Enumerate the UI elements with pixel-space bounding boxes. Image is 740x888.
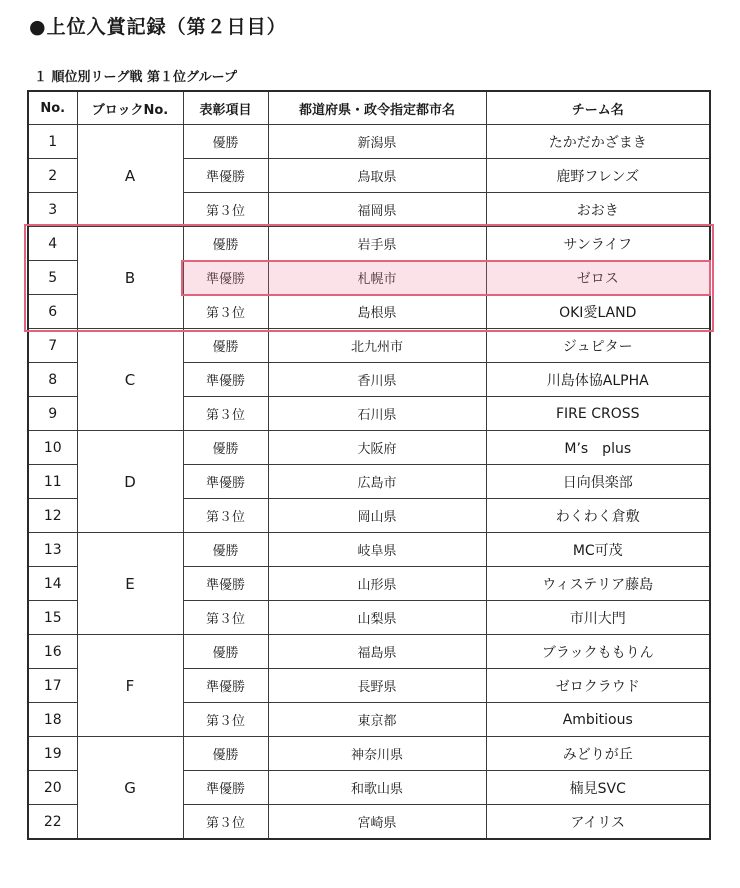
cell-award: 優勝 <box>183 533 268 567</box>
cell-team: FIRE CROSS <box>486 397 710 431</box>
header-prefecture: 都道府県・政令指定都市名 <box>268 91 486 125</box>
cell-team: MC可茂 <box>486 533 710 567</box>
cell-no: 16 <box>28 635 77 669</box>
table-row <box>28 329 710 363</box>
table-row <box>28 125 710 159</box>
cell-prefecture: 新潟県 <box>268 125 486 159</box>
cell-award: 準優勝 <box>183 567 268 601</box>
cell-prefecture: 山梨県 <box>268 601 486 635</box>
cell-team: 楠見SVC <box>486 771 710 805</box>
cell-no: 5 <box>28 261 77 295</box>
cell-no: 14 <box>28 567 77 601</box>
cell-no: 3 <box>28 193 77 227</box>
cell-block: E <box>77 533 183 635</box>
cell-award: 優勝 <box>183 227 268 261</box>
table-row <box>28 431 710 465</box>
section-title: １ 順位別リーグ戦 第１位グループ <box>34 70 238 85</box>
cell-team: ジュピター <box>486 329 710 363</box>
cell-no: 22 <box>28 805 77 840</box>
cell-no: 10 <box>28 431 77 465</box>
cell-block: A <box>77 125 183 227</box>
cell-block: D <box>77 431 183 533</box>
header-award: 表彰項目 <box>183 91 268 125</box>
header-no: No. <box>28 91 77 125</box>
cell-award: 優勝 <box>183 329 268 363</box>
cell-no: 8 <box>28 363 77 397</box>
cell-no: 13 <box>28 533 77 567</box>
cell-award: 第３位 <box>183 805 268 840</box>
table-body <box>28 125 710 840</box>
cell-block: G <box>77 737 183 840</box>
cell-team: 日向倶楽部 <box>486 465 710 499</box>
header-row <box>28 91 710 125</box>
cell-team: 市川大門 <box>486 601 710 635</box>
results-table <box>27 90 711 840</box>
cell-award: 準優勝 <box>183 363 268 397</box>
cell-prefecture: 神奈川県 <box>268 737 486 771</box>
cell-prefecture: 岩手県 <box>268 227 486 261</box>
cell-no: 9 <box>28 397 77 431</box>
cell-team: 川島体協ALPHA <box>486 363 710 397</box>
cell-award: 第３位 <box>183 499 268 533</box>
cell-prefecture: 大阪府 <box>268 431 486 465</box>
cell-team: Ambitious <box>486 703 710 737</box>
cell-prefecture: 札幌市 <box>268 261 486 295</box>
cell-prefecture: 北九州市 <box>268 329 486 363</box>
cell-prefecture: 鳥取県 <box>268 159 486 193</box>
cell-team: ブラックももりん <box>486 635 710 669</box>
cell-no: 15 <box>28 601 77 635</box>
table-row <box>28 737 710 771</box>
cell-prefecture: 宮崎県 <box>268 805 486 840</box>
cell-prefecture: 島根県 <box>268 295 486 329</box>
cell-prefecture: 山形県 <box>268 567 486 601</box>
cell-prefecture: 香川県 <box>268 363 486 397</box>
header-block: ブロックNo. <box>77 91 183 125</box>
cell-prefecture: 和歌山県 <box>268 771 486 805</box>
cell-team: サンライフ <box>486 227 710 261</box>
cell-prefecture: 石川県 <box>268 397 486 431</box>
cell-block: F <box>77 635 183 737</box>
cell-award: 準優勝 <box>183 465 268 499</box>
cell-team: たかだかざまき <box>486 125 710 159</box>
cell-prefecture: 岐阜県 <box>268 533 486 567</box>
cell-no: 19 <box>28 737 77 771</box>
cell-block: B <box>77 227 183 329</box>
cell-block: C <box>77 329 183 431</box>
cell-team: ゼロクラウド <box>486 669 710 703</box>
cell-no: 11 <box>28 465 77 499</box>
cell-prefecture: 福岡県 <box>268 193 486 227</box>
cell-prefecture: 岡山県 <box>268 499 486 533</box>
cell-no: 4 <box>28 227 77 261</box>
cell-award: 準優勝 <box>183 669 268 703</box>
cell-award: 準優勝 <box>183 261 268 295</box>
cell-award: 第３位 <box>183 601 268 635</box>
table-row <box>28 533 710 567</box>
cell-prefecture: 広島市 <box>268 465 486 499</box>
cell-no: 2 <box>28 159 77 193</box>
cell-award: 優勝 <box>183 635 268 669</box>
page-heading: ●上位入賞記録（第２日目） <box>29 16 287 38</box>
cell-no: 6 <box>28 295 77 329</box>
cell-team: ウィステリア藤島 <box>486 567 710 601</box>
cell-team: OKI愛LAND <box>486 295 710 329</box>
cell-award: 第３位 <box>183 193 268 227</box>
cell-no: 18 <box>28 703 77 737</box>
cell-award: 優勝 <box>183 737 268 771</box>
cell-award: 第３位 <box>183 703 268 737</box>
cell-team: ゼロス <box>486 261 710 295</box>
cell-team: おおき <box>486 193 710 227</box>
cell-team: アイリス <box>486 805 710 840</box>
cell-no: 12 <box>28 499 77 533</box>
cell-award: 優勝 <box>183 125 268 159</box>
cell-no: 17 <box>28 669 77 703</box>
cell-team: みどりが丘 <box>486 737 710 771</box>
cell-no: 1 <box>28 125 77 159</box>
header-team: チーム名 <box>486 91 710 125</box>
cell-prefecture: 長野県 <box>268 669 486 703</box>
cell-award: 第３位 <box>183 397 268 431</box>
cell-award: 準優勝 <box>183 771 268 805</box>
cell-prefecture: 福島県 <box>268 635 486 669</box>
table-row <box>28 635 710 669</box>
cell-award: 第３位 <box>183 295 268 329</box>
table-row <box>28 227 710 261</box>
cell-team: わくわく倉敷 <box>486 499 710 533</box>
cell-team: 鹿野フレンズ <box>486 159 710 193</box>
cell-no: 20 <box>28 771 77 805</box>
cell-no: 7 <box>28 329 77 363</box>
cell-award: 準優勝 <box>183 159 268 193</box>
cell-prefecture: 東京都 <box>268 703 486 737</box>
cell-award: 優勝 <box>183 431 268 465</box>
cell-team: M’s plus <box>486 431 710 465</box>
